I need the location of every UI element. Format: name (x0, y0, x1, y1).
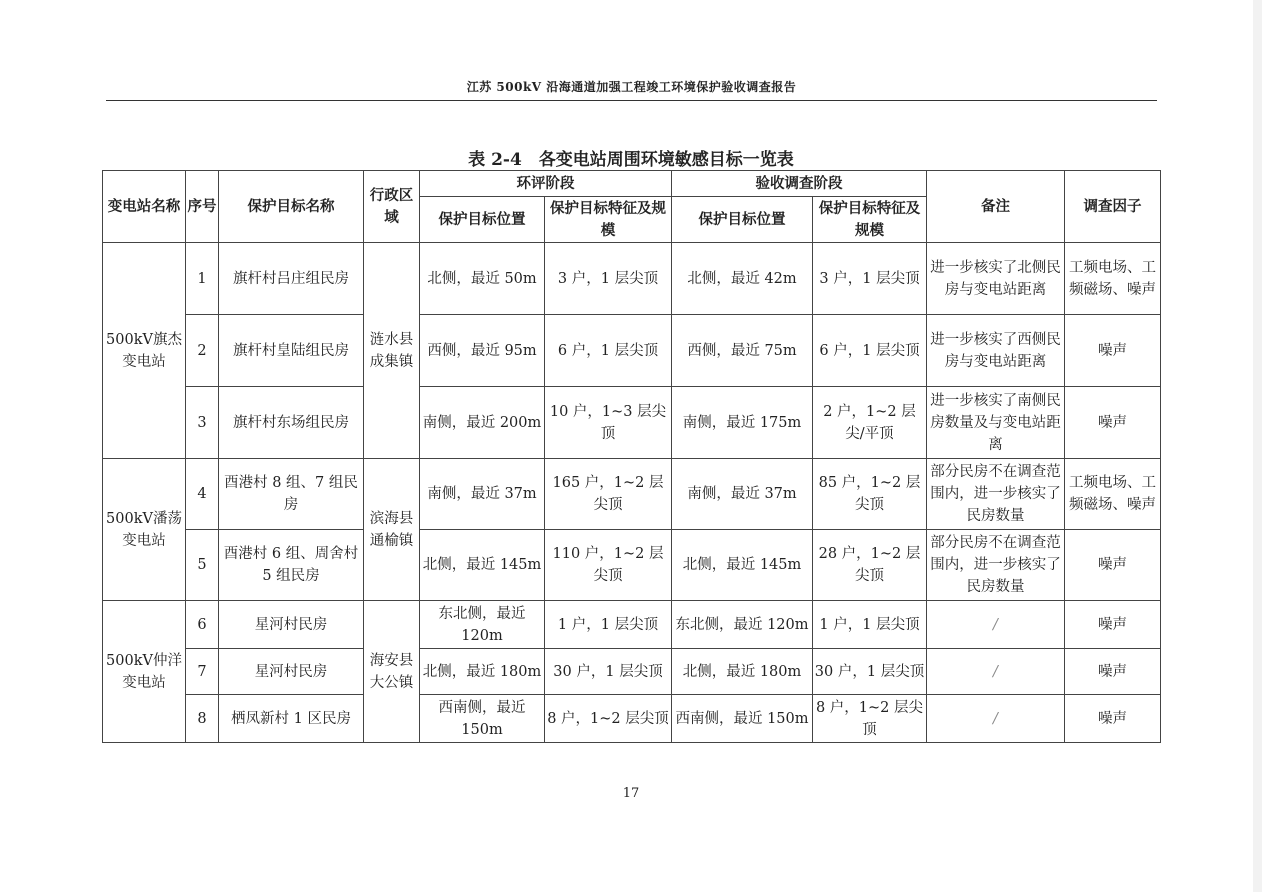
target-name-cell: 星河村民房 (219, 649, 364, 695)
table-row (103, 530, 1161, 601)
eia-feature-cell: 1 户，1 层尖顶 (545, 601, 672, 649)
check-location-cell: 南侧，最近 37m (672, 459, 813, 530)
page-number: 17 (622, 786, 640, 801)
remark-cell: 部分民房不在调查范围内，进一步核实了民房数量 (927, 459, 1065, 530)
page-edge-shadow (1253, 0, 1262, 892)
seq-cell: 2 (186, 315, 219, 387)
eia-feature-cell: 3 户，1 层尖顶 (545, 243, 672, 315)
head-factor: 调查因子 (1065, 171, 1161, 243)
table-row (103, 459, 1161, 530)
remark-cell: / (927, 601, 1065, 649)
head-seq: 序号 (186, 171, 219, 243)
remark-cell: / (927, 695, 1065, 743)
head-admin: 行政区域 (364, 171, 420, 243)
factor-cell: 噪声 (1065, 387, 1161, 459)
factor-cell: 噪声 (1065, 601, 1161, 649)
check-location-cell: 东北侧，最近 120m (672, 601, 813, 649)
head-check-location: 保护目标位置 (672, 197, 813, 243)
head-station: 变电站名称 (103, 171, 186, 243)
head-check-feature: 保护目标特征及规模 (813, 197, 927, 243)
check-feature-cell: 1 户，1 层尖顶 (813, 601, 927, 649)
head-remark: 备注 (927, 171, 1065, 243)
table-row (103, 387, 1161, 459)
head-eia-stage: 环评阶段 (420, 171, 672, 197)
table-caption: 表 2-4 各变电站周围环境敏感目标一览表 (468, 150, 794, 170)
eia-location-cell: 西南侧，最近 150m (420, 695, 545, 743)
factor-cell: 噪声 (1065, 695, 1161, 743)
factor-cell: 工频电场、工频磁场、噪声 (1065, 243, 1161, 315)
remark-cell: 部分民房不在调查范围内，进一步核实了民房数量 (927, 530, 1065, 601)
admin-cell: 滨海县通榆镇 (364, 459, 420, 601)
check-location-cell: 南侧，最近 175m (672, 387, 813, 459)
station-cell: 500kV仲洋变电站 (103, 601, 186, 743)
check-location-cell: 北侧，最近 145m (672, 530, 813, 601)
eia-location-cell: 西侧，最近 95m (420, 315, 545, 387)
target-name-cell: 酉港村 6 组、周舍村 5 组民房 (219, 530, 364, 601)
factor-cell: 噪声 (1065, 315, 1161, 387)
head-target-name: 保护目标名称 (219, 171, 364, 243)
factor-cell: 工频电场、工频磁场、噪声 (1065, 459, 1161, 530)
factor-cell: 噪声 (1065, 649, 1161, 695)
seq-cell: 8 (186, 695, 219, 743)
table-row (103, 601, 1161, 649)
admin-cell: 海安县大公镇 (364, 601, 420, 743)
target-name-cell: 酉港村 8 组、7 组民房 (219, 459, 364, 530)
eia-feature-cell: 30 户，1 层尖顶 (545, 649, 672, 695)
check-feature-cell: 2 户，1~2 层尖/平顶 (813, 387, 927, 459)
eia-location-cell: 南侧，最近 37m (420, 459, 545, 530)
remark-cell: 进一步核实了西侧民房与变电站距离 (927, 315, 1065, 387)
table-row (103, 649, 1161, 695)
seq-cell: 1 (186, 243, 219, 315)
target-name-cell: 旗杆村吕庄组民房 (219, 243, 364, 315)
check-location-cell: 西南侧，最近 150m (672, 695, 813, 743)
seq-cell: 7 (186, 649, 219, 695)
remark-cell: / (927, 649, 1065, 695)
remark-cell: 进一步核实了北侧民房与变电站距离 (927, 243, 1065, 315)
check-feature-cell: 85 户，1~2 层尖顶 (813, 459, 927, 530)
target-name-cell: 旗杆村皇陆组民房 (219, 315, 364, 387)
check-feature-cell: 8 户，1~2 层尖顶 (813, 695, 927, 743)
target-name-cell: 星河村民房 (219, 601, 364, 649)
check-feature-cell: 3 户，1 层尖顶 (813, 243, 927, 315)
check-location-cell: 北侧，最近 180m (672, 649, 813, 695)
eia-feature-cell: 165 户，1~2 层尖顶 (545, 459, 672, 530)
check-location-cell: 西侧，最近 75m (672, 315, 813, 387)
station-cell: 500kV潘荡变电站 (103, 459, 186, 601)
running-header: 江苏 500kV 沿海通道加强工程竣工环境保护验收调查报告 (466, 80, 797, 94)
admin-cell: 涟水县成集镇 (364, 243, 420, 459)
seq-cell: 4 (186, 459, 219, 530)
station-cell: 500kV旗杰变电站 (103, 243, 186, 459)
eia-feature-cell: 110 户，1~2 层尖顶 (545, 530, 672, 601)
seq-cell: 3 (186, 387, 219, 459)
seq-cell: 6 (186, 601, 219, 649)
eia-feature-cell: 6 户，1 层尖顶 (545, 315, 672, 387)
eia-location-cell: 北侧，最近 180m (420, 649, 545, 695)
remark-cell: 进一步核实了南侧民房数量及与变电站距离 (927, 387, 1065, 459)
target-name-cell: 栖凤新村 1 区民房 (219, 695, 364, 743)
check-feature-cell: 30 户，1 层尖顶 (813, 649, 927, 695)
seq-cell: 5 (186, 530, 219, 601)
header-rule (106, 100, 1157, 101)
factor-cell: 噪声 (1065, 530, 1161, 601)
head-eia-location: 保护目标位置 (420, 197, 545, 243)
check-location-cell: 北侧，最近 42m (672, 243, 813, 315)
table-row (103, 695, 1161, 743)
eia-location-cell: 东北侧，最近 120m (420, 601, 545, 649)
eia-location-cell: 北侧，最近 145m (420, 530, 545, 601)
check-feature-cell: 28 户，1~2 层尖顶 (813, 530, 927, 601)
eia-feature-cell: 10 户，1~3 层尖顶 (545, 387, 672, 459)
table-row (103, 243, 1161, 315)
head-check-stage: 验收调查阶段 (672, 171, 927, 197)
head-eia-feature: 保护目标特征及规模 (545, 197, 672, 243)
sensitive-targets-table (102, 170, 1161, 743)
target-name-cell: 旗杆村东场组民房 (219, 387, 364, 459)
table-row (103, 315, 1161, 387)
eia-location-cell: 北侧，最近 50m (420, 243, 545, 315)
eia-feature-cell: 8 户，1~2 层尖顶 (545, 695, 672, 743)
check-feature-cell: 6 户，1 层尖顶 (813, 315, 927, 387)
eia-location-cell: 南侧，最近 200m (420, 387, 545, 459)
